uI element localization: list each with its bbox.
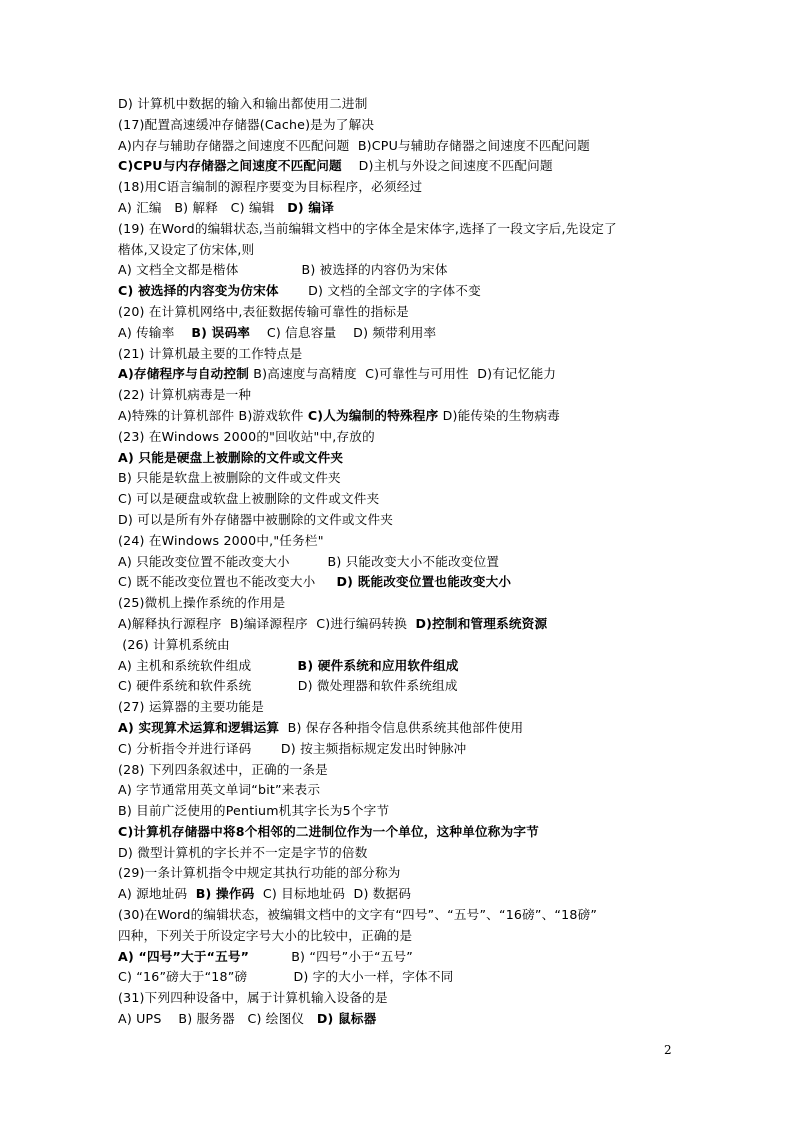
text-line [118,905,688,926]
text-line [118,468,688,489]
answer-text: B) 操作码 [195,886,255,902]
text-line [118,427,688,448]
question-text: (19) 在Word的编辑状态,当前编辑文档中的字体全是宋体字,选择了一段文字后,先设定了 [118,220,617,236]
answer-text: B) 误码率 [191,324,251,340]
question-text: A) 只能改变位置不能改变大小 B) 只能改变大小不能改变位置 [118,553,500,569]
question-text: A) 文档全文都是楷体 B) 被选择的内容仍为宋体 [118,262,448,278]
page-number: 2 [664,1043,672,1057]
question-text: B) “四号”小于“五号” [249,948,414,964]
question-text: (30)在Word的编辑状态，被编辑文档中的文字有“四号”、“五号”、“16磅”、“18磅” [118,907,598,923]
question-text: A)内存与辅助存储器之间速度不匹配问题 B)CPU与辅助存储器之间速度不匹配问题 [118,137,590,153]
text-line [118,136,688,157]
question-text: (26) 计算机系统由 [118,636,230,652]
text-line [118,697,688,718]
question-text: (23) 在Windows 2000的"回收站"中,存放的 [118,428,375,444]
text-line [118,614,688,635]
question-text: A) 源地址码 [118,886,196,902]
question-text: C) 目标地址码 D) 数据码 [254,886,412,902]
text-line [118,572,688,593]
text-line [118,260,688,281]
text-line [118,988,688,1009]
text-line [118,718,688,739]
question-text: (22) 计算机病毒是一种 [118,387,252,403]
question-text: A) 字节通常用英文单词“bit”来表示 [118,782,321,798]
question-text: D) 文档的全部文字的字体不变 [278,283,481,299]
answer-text: D) 鼠标器 [316,1011,377,1027]
text-line [118,156,688,177]
answer-text: C)计算机存储器中将8个相邻的二进制位作为一个单位，这种单位称为字节 [118,823,539,839]
text-line [118,635,688,656]
question-text: D) 微型计算机的字长并不一定是字节的倍数 [118,844,368,860]
question-text: A)解释执行源程序 B)编译源程序 C)进行编码转换 [118,615,416,631]
text-line [118,510,688,531]
text-line [118,448,688,469]
text-line [118,1009,688,1030]
question-text: (20) 在计算机网络中,表征数据传输可靠性的指标是 [118,303,409,319]
text-line [118,281,688,302]
question-text: A) 传输率 [118,324,192,340]
question-text: A) 汇编 B) 解释 C) 编辑 [118,199,288,215]
question-text: 楷体,又设定了仿宋体,则 [118,241,255,257]
text-line [118,967,688,988]
text-line [118,94,688,115]
question-text: C) 可以是硬盘或软盘上被删除的文件或文件夹 [118,491,380,507]
text-line [118,760,688,781]
answer-text: B) 硬件系统和应用软件组成 [297,657,459,673]
text-line [118,552,688,573]
question-text: C) 既不能改变位置也不能改变大小 [118,574,337,590]
question-text: (21) 计算机最主要的工作特点是 [118,345,303,361]
question-text: C) 信息容量 D) 频带利用率 [250,324,437,340]
answer-text: A)存储程序与自动控制 [118,366,250,382]
question-text: (25)微机上操作系统的作用是 [118,595,286,611]
question-text: (24) 在Windows 2000中,"任务栏" [118,532,324,548]
text-line [118,385,688,406]
question-text: C) 硬件系统和软件系统 D) 微处理器和软件系统组成 [118,678,458,694]
text-line [118,843,688,864]
question-text: B) 只能是软盘上被删除的文件或文件夹 [118,470,341,486]
question-text: A) 主机和系统软件组成 [118,657,298,673]
text-line [118,822,688,843]
question-text: B)高速度与高精度 C)可靠性与可用性 D)有记忆能力 [249,366,557,382]
answer-text: C)人为编制的特殊程序 [307,407,439,423]
question-text: D) 计算机中数据的输入和输出都使用二进制 [118,96,368,111]
question-text: (17)配置高速缓冲存储器(Cache)是为了解决 [118,116,375,132]
text-line [118,115,688,136]
text-line [118,406,688,427]
answer-text: A) 实现算术运算和逻辑运算 [118,719,280,735]
question-text: A)特殊的计算机部件 B)游戏软件 [118,407,308,423]
question-text: B) 目前广泛使用的Pentium机其字长为5个字节 [118,803,390,819]
question-text: B) 保存各种指令信息供系统其他部件使用 [279,719,524,735]
text-line [118,240,688,261]
answer-text: A) “四号”大于“五号” [118,948,250,964]
question-text: C) 分析指令并进行译码 D) 按主频指标规定发出时钟脉冲 [118,740,467,756]
text-line [118,198,688,219]
text-line [118,863,688,884]
text-line [118,656,688,677]
text-line [118,926,688,947]
text-line [118,531,688,552]
text-line [118,364,688,385]
text-line [118,489,688,510]
question-text: (31)下列四种设备中，属于计算机输入设备的是 [118,990,388,1006]
text-line [118,593,688,614]
text-line [118,884,688,905]
question-text: A) UPS B) 服务器 C) 绘图仪 [118,1011,317,1027]
answer-text: C)CPU与内存储器之间速度不匹配问题 [118,158,342,174]
question-text: (28) 下列四条叙述中，正确的一条是 [118,761,328,777]
text-line [118,323,688,344]
text-line [118,219,688,240]
text-line [118,676,688,697]
text-line [118,780,688,801]
answer-text: C) 被选择的内容变为仿宋体 [118,283,279,299]
answer-text: D) 既能改变位置也能改变大小 [336,574,512,590]
question-text: 四种，下列关于所设定字号大小的比较中，正确的是 [118,927,413,943]
text-line [118,344,688,365]
question-text: D)主机与外设之间速度不匹配问题 [341,158,553,174]
question-text: (18)用C语言编制的源程序要变为目标程序，必须经过 [118,179,423,195]
text-line [118,801,688,822]
text-line [118,302,688,323]
answer-text: A) 只能是硬盘上被删除的文件或文件夹 [118,449,344,465]
text-line [118,739,688,760]
text-line [118,177,688,198]
question-text: (27) 运算器的主要功能是 [118,699,264,715]
question-text: C) “16”磅大于“18”磅 D) 字的大小一样，字体不同 [118,969,454,985]
question-text: (29)一条计算机指令中规定其执行功能的部分称为 [118,865,401,881]
question-text: D)能传染的生物病毒 [438,407,560,423]
text-line [118,947,688,968]
answer-text: D) 编译 [287,199,334,215]
document-body [118,94,688,1030]
answer-text: D)控制和管理系统资源 [415,615,548,631]
question-text: D) 可以是所有外存储器中被删除的文件或文件夹 [118,511,394,527]
